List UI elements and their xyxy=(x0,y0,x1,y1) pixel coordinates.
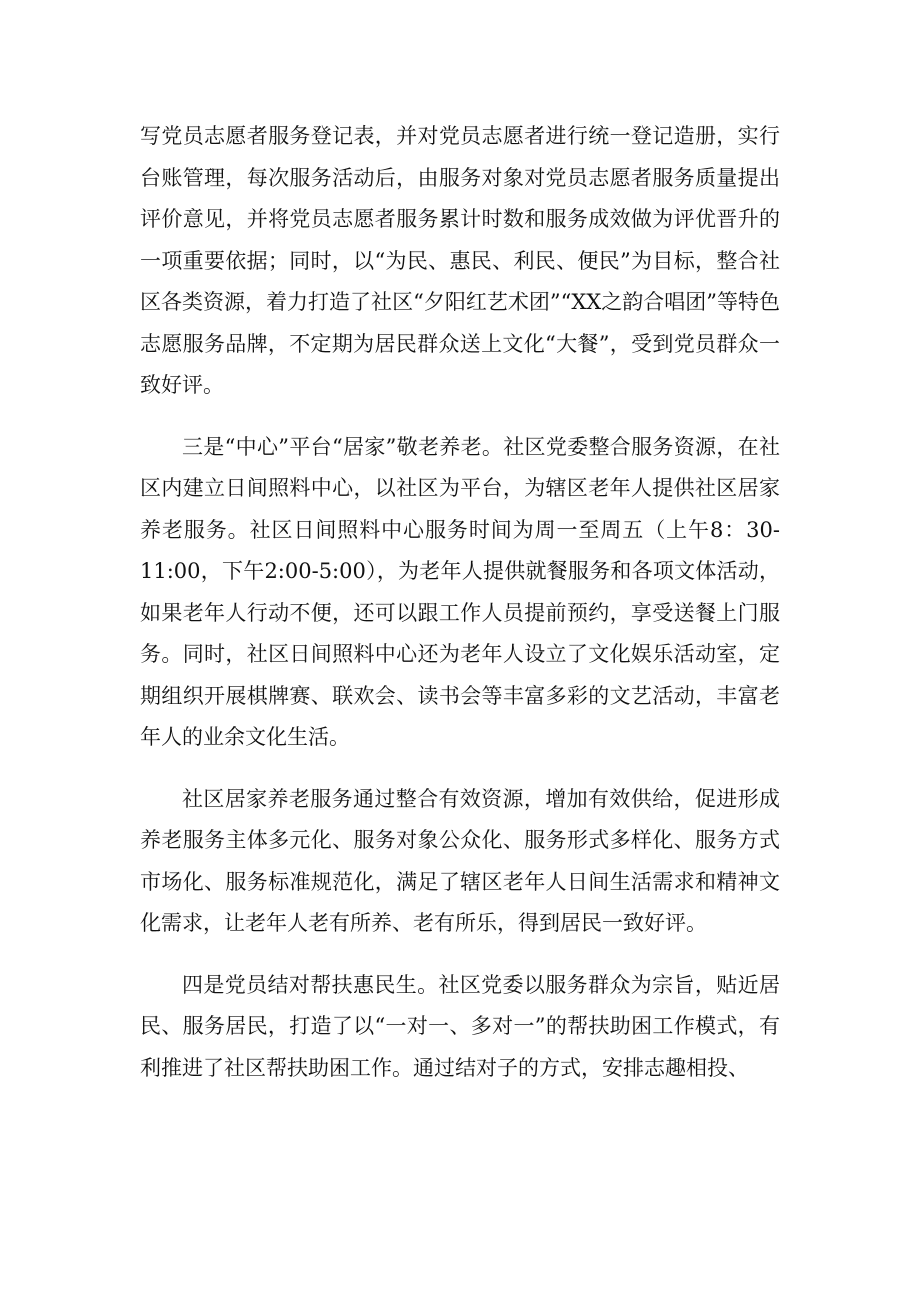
paragraph-center-platform: 三是“中心”平台“居家”敬老养老。社区党委整合服务资源，在社区内建立日间照料中心，以社区为平台，为辖区老年人提供社区居家养老服务。社区日间照料中心服务时间为周一至周五（上午8：30-11:00，下午2:00-5:00），为老年人提供就餐服务和各项文体活动，如果老年人行动不便，还可以跟工作人员提前预约，享受送餐上门服务。同时，社区日间照料中心还为老年人设立了文化娱乐活动室，定期组织开展棋牌赛、联欢会、读书会等丰富多彩的文艺活动，丰富老年人的业余文化生活。 xyxy=(140,434,780,749)
document-body xyxy=(140,116,780,1089)
paragraph-continuation: 写党员志愿者服务登记表，并对党员志愿者进行统一登记造册，实行台账管理，每次服务活动后，由服务对象对党员志愿者服务质量提出评价意见，并将党员志愿者服务累计时数和服务成效做为评优晋升的一项重要依据；同时，以“为民、惠民、利民、便民”为目标，整合社区各类资源，着力打造了社区“夕阳红艺术团”“XX之韵合唱团”等特色志愿服务品牌，不定期为居民群众送上文化“大餐”，受到党员群众一致好评。 xyxy=(140,124,780,397)
paragraph-pairing-assistance: 四是党员结对帮扶惠民生。社区党委以服务群众为宗旨，贴近居民、服务居民，打造了以“一对一、多对一”的帮扶助困工作模式，有利推进了社区帮扶助困工作。通过结对子的方式，安排志趣相投、 xyxy=(140,972,780,1080)
paragraph-home-care-summary: 社区居家养老服务通过整合有效资源，增加有效供给，促进形成养老服务主体多元化、服务对象公众化、服务形式多样化、服务方式市场化、服务标准规范化，满足了辖区老年人日间生活需求和精神文化需求，让老年人老有所养、老有所乐，得到居民一致好评。 xyxy=(140,786,780,935)
